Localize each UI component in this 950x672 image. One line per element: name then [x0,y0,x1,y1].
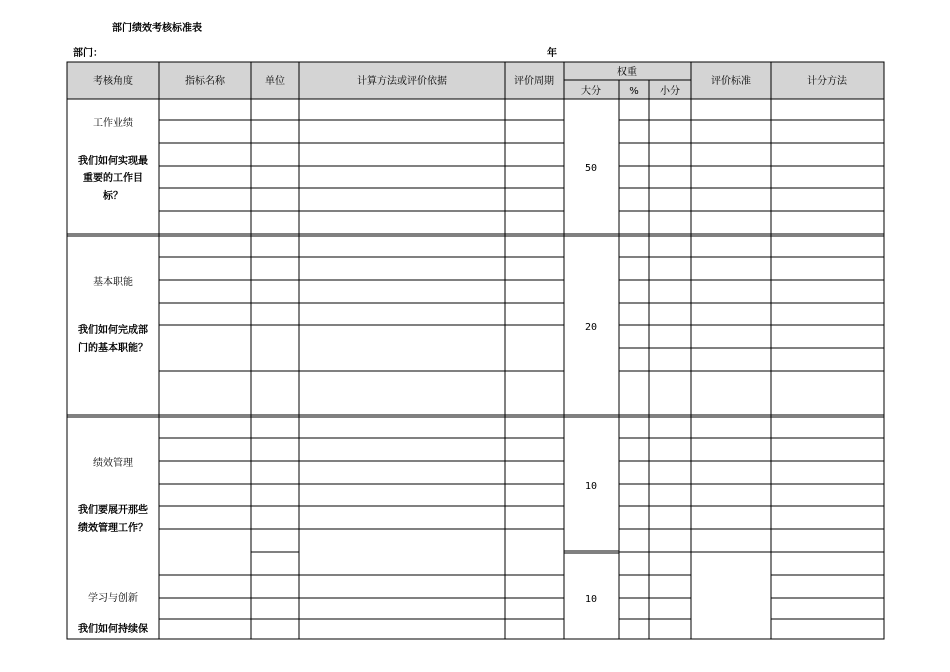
section-name: 基本职能 [93,277,133,288]
section-question: 重要的工作目 [83,173,143,184]
header-weight: 权重 [617,67,637,78]
header-scoring: 计分方法 [807,76,847,87]
section-question: 我们如何持续保 [78,624,148,635]
header-weight-pct: % [629,86,639,97]
header-criteria: 评价标准 [711,76,751,87]
section-question: 标？ [103,191,123,202]
section-weight: 50 [584,163,598,174]
section-question: 我们要展开那些 [78,505,148,516]
section-weight: 10 [584,594,598,605]
section-name: 学习与创新 [88,593,138,604]
section-question: 我们如何完成部 [78,325,148,336]
section-question: 绩效管理工作？ [78,523,148,534]
year-label: 年 [547,48,557,59]
document-title: 部门绩效考核标准表 [112,23,202,34]
header-weight-major: 大分 [581,86,601,97]
section-weight: 10 [584,481,598,492]
section-weight: 20 [584,322,598,333]
header-indicator: 指标名称 [185,76,225,87]
section-question: 我们如何实现最 [78,156,148,167]
department-label: 部门： [73,48,103,59]
section-question: 门的基本职能？ [78,343,148,354]
header-weight-minor: 小分 [660,86,680,97]
header-method: 计算方法或评价依据 [357,76,447,87]
table-grid-lines [67,62,884,639]
header-dimension: 考核角度 [93,76,133,87]
header-period: 评价周期 [514,76,554,87]
header-unit: 单位 [265,76,285,87]
section-name: 绩效管理 [93,458,133,469]
section-name: 工作业绩 [93,118,133,129]
